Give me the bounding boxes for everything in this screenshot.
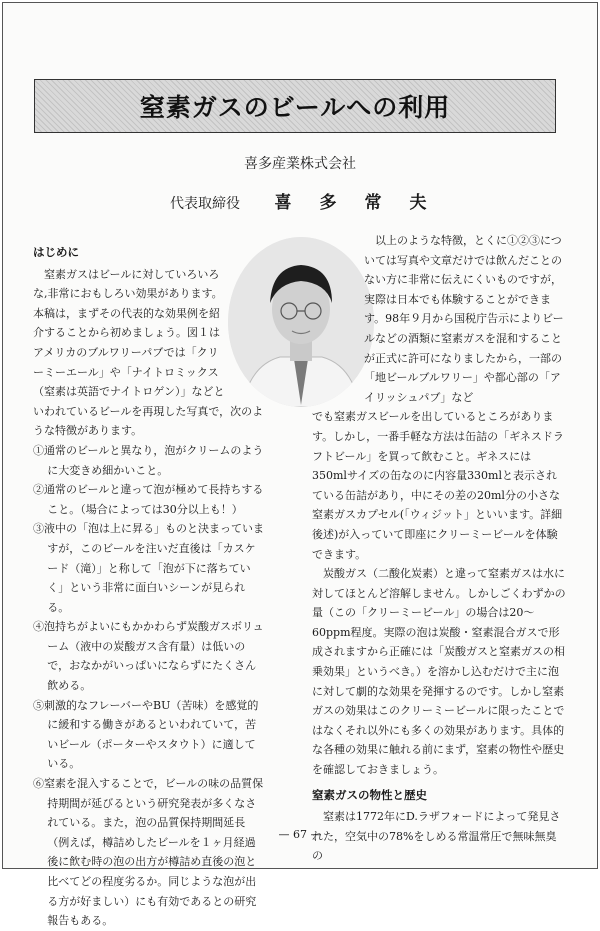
article-title: 窒素ガスのビールへの利用 xyxy=(139,93,451,122)
right-column xyxy=(312,231,566,866)
feature-item: ①通常のビールと異なり，泡がクリームのように大変きめ細かいこと。 xyxy=(33,443,264,477)
intro-paragraph-wrap xyxy=(33,265,225,402)
feature-item: ⑤刺激的なフレーバーやBU（苦味）を感覚的に緩和する働きがあるといわれていて，苦いビール（ポーターやスタウト）に適している。 xyxy=(33,698,259,771)
intro-paragraph: 窒素ガスはビールに対していろいろな,非常におもしろい効果があります。本稿は，まずその代表的な効果例を紹介することから初めましょう。図１はアメリカのブルワリーパブでは「クリーミーエール」や「ナイトロミックス（窒素は英語でナイトロゲン）」などと xyxy=(33,267,225,399)
feature-item: ⑥窒素を混入することで，ビールの味の品質保持期間が延びるという研究発表が多くなされている。また，泡の品質保持期間延長（例えば，樽詰めしたビールを１ヶ月経過後に飲む時の泡の出方が樽詰め直後の泡と比べてどの程度劣るか。同じような泡が出る方が好ましい）にも有効であるとの研究報告もある。 xyxy=(33,777,264,928)
intro-paragraph-cont: いわれているビールを再現した写真で，次のような特徴があります。 xyxy=(33,404,264,438)
right-paragraph: 以上のような特徴，とくに①②③については写真や文章だけでは飲んだことのない方に非常に伝えにくいものですが，実際は日本でも体験することができます。98年９月から国税庁告示によりビールなどの酒類に窒素ガスを混和することが正式に許可になりましたから，一部の「地ビールブルワリー」や都心部の「アイリッシュパブ」など xyxy=(364,234,564,404)
author-line xyxy=(170,188,454,213)
author-name: 喜多常夫 xyxy=(274,193,455,213)
feature-item: ④泡持ちがよいにもかかわらず炭酸ガスボリューム（液中の炭酸ガス含有量）は低いので，おなかがいっぱいにならずにたくさん飲める。 xyxy=(33,620,264,693)
title-banner xyxy=(34,79,556,133)
intro-heading: はじめに xyxy=(33,245,79,259)
right-paragraph-wrap xyxy=(312,231,566,407)
author-role: 代表取締役 xyxy=(170,196,240,212)
nitrogen-paragraph: 炭酸ガス（二酸化炭素）と違って窒素ガスは水に対してほとんど溶解しません。しかしごくわずかの量（この「クリーミービール」の場合は20～60ppm程度。実際の泡は炭酸・窒素混合ガスで形成されますから正確には「炭酸ガスと窒素ガスの相乗効果」というべき。）を溶かし込むだけで主に泡に対して劇的な効果を発揮するのです。しかし窒素ガスの効果はこのクリーミービールに限ったことではなくそれ以外にも多くの効果があります。具体的な各種の効果に触れる前にまず，窒素の物性や歴史を確認しておきましょう。 xyxy=(312,567,566,777)
history-paragraph: 窒素は1772年にD.ラザフォードによって発見された，空気中の78%をしめる常温常圧で無味無臭の xyxy=(312,810,561,863)
feature-item: ③液中の「泡は上に昇る」ものと決まっていますが，このビールを注いだ直後は「カスケード（滝）」と称して「泡が下に落ちていく」という非常に面白いシーンが見られる。 xyxy=(33,522,264,614)
page-number: — 67 — xyxy=(278,828,322,841)
right-paragraph-cont: でも窒素ガスビールを出しているところがあります。しかし，一番手軽な方法は缶詰の「ギネスドラフトビール」を買って飲むこと。ギネスには350mlサイズの缶なのに内容量330mlと表示されている缶詰があり，中にその差の20ml分の小さな窒素ガスカプセル(「ウィジット」といいます。詳細後述)が入っていて即座にクリーミービールを体験できます。 xyxy=(312,410,564,561)
feature-item: ②通常のビールと違って泡が極めて長持ちすること。（場合によっては30分以上も！） xyxy=(33,483,264,516)
section-heading: 窒素ガスの物性と歴史 xyxy=(312,787,427,802)
company-name: 喜多産業株式会社 xyxy=(244,156,356,172)
